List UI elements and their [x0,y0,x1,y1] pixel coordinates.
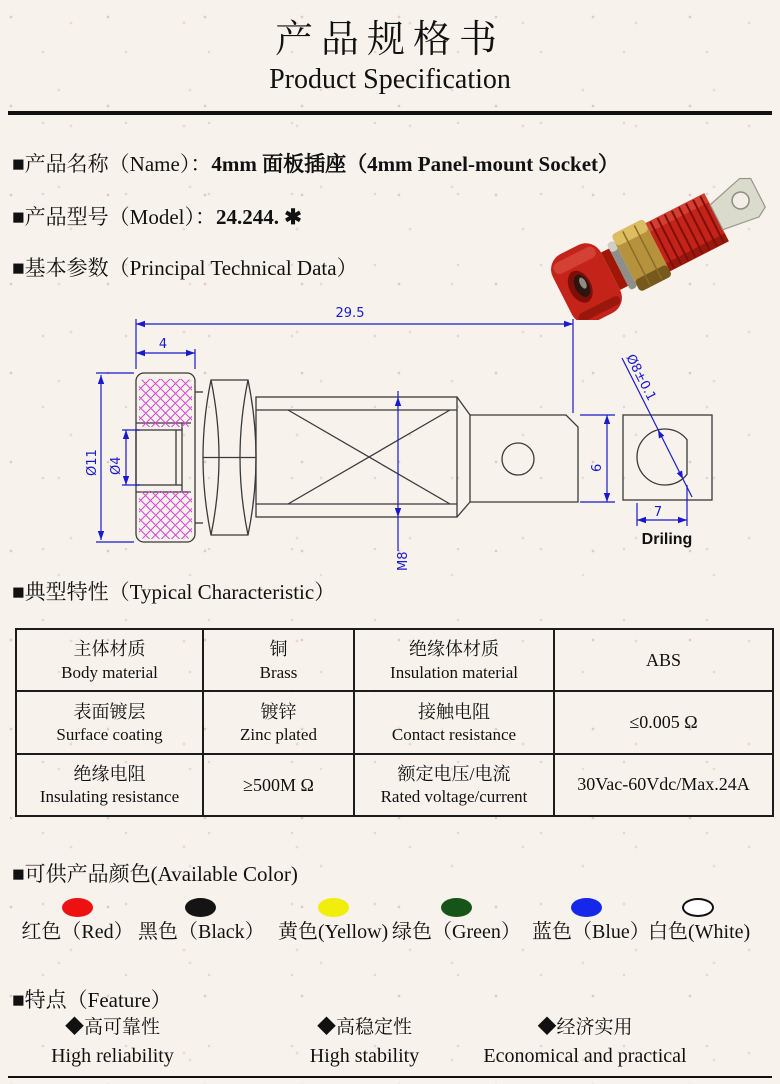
blue-swatch [571,898,602,917]
yellow-swatch [318,898,349,917]
color-label: 绿色（Green） [392,921,521,943]
product-model-label: ■产品型号（Model）： [12,205,217,229]
knurl-hatch-bottom [139,491,192,539]
basic-params-heading: ■基本参数（Principal Technical Data） [12,256,358,280]
cell-surface-coating: 表面镀层 Surface coating [16,691,203,753]
drilling-label: Driling [641,531,693,548]
characteristics-table [15,628,774,817]
cell-insulating-resistance-value: ≥500M Ω [203,754,354,816]
dim-thread: M8 [396,551,411,571]
cell-contact-resistance-value: ≤0.005 Ω [554,691,773,753]
color-row [0,898,780,948]
color-label: 黄色(Yellow) [278,921,389,943]
product-name-label: ■产品名称（Name）： [12,152,212,176]
cell-insulation-material: 绝缘体材质 Insulation material [354,629,554,691]
dim-overall-length: 29.5 [335,306,365,321]
cell-insulating-resistance: 绝缘电阻 Insulating resistance [16,754,203,816]
color-label: 红色（Red） [21,921,134,943]
table-row [16,754,773,816]
features-row [0,1014,780,1070]
dim-drill-diameter: Ø8±0.1 [622,352,659,404]
characteristics-heading: ■典型特性（Typical Characteristic） [12,580,336,604]
color-label: 黑色（Black） [138,921,265,943]
color-label: 白色(White) [648,921,751,943]
product-model-line [12,201,302,231]
color-label: 蓝色（Blue） [532,921,650,943]
product-name-value: 4mm 面板插座（4mm Panel-mount Socket） [211,152,620,176]
color-item-red [20,898,135,944]
footer-divider [8,1076,772,1078]
color-item-green [392,898,520,944]
features-heading: ■特点（Feature） [12,988,172,1012]
dim-drill-width: 7 [653,505,663,520]
white-swatch [682,898,714,917]
dim-tab-width: 6 [590,463,605,472]
green-swatch [441,898,472,917]
cell-body-material: 主体材质 Body material [16,629,203,691]
cell-contact-resistance: 接触电阻 Contact resistance [354,691,554,753]
dim-head-width: 4 [158,337,168,352]
black-swatch [185,898,216,917]
dim-head-diameter: Ø11 [85,449,100,476]
cell-zinc-plated: 镀锌 Zinc plated [203,691,354,753]
cell-brass: 铜 Brass [203,629,354,691]
feature-economical: ◆经济实用 Economical and practical [483,1017,687,1067]
cell-abs: ABS [554,629,773,691]
color-item-white [648,898,751,944]
cell-rated-voltage-current: 额定电压/电流 Rated voltage/current [354,754,554,816]
color-item-blue [532,898,650,944]
product-model-value: 24.244. ✱ [216,205,302,229]
table-row [16,629,773,691]
header-divider [8,111,772,115]
page-title-en: Product Specification [269,64,511,95]
feature-high-stability: ◆高稳定性 High stability [309,1017,420,1067]
feature-high-reliability: ◆高可靠性 High reliability [51,1017,174,1067]
available-colors-heading: ■可供产品颜色(Available Color) [12,862,298,886]
table-row [16,691,773,753]
color-item-yellow [278,898,388,944]
color-item-black [138,898,263,944]
technical-drawing [70,295,770,575]
page-title-zh: 产品规格书 [274,19,505,61]
knurl-hatch-top [139,379,192,427]
red-swatch [62,898,93,917]
product-name-line [12,148,619,178]
dim-socket-diameter: Ø4 [109,456,124,475]
cell-rated-voltage-current-value: 30Vac-60Vdc/Max.24A [554,754,773,816]
